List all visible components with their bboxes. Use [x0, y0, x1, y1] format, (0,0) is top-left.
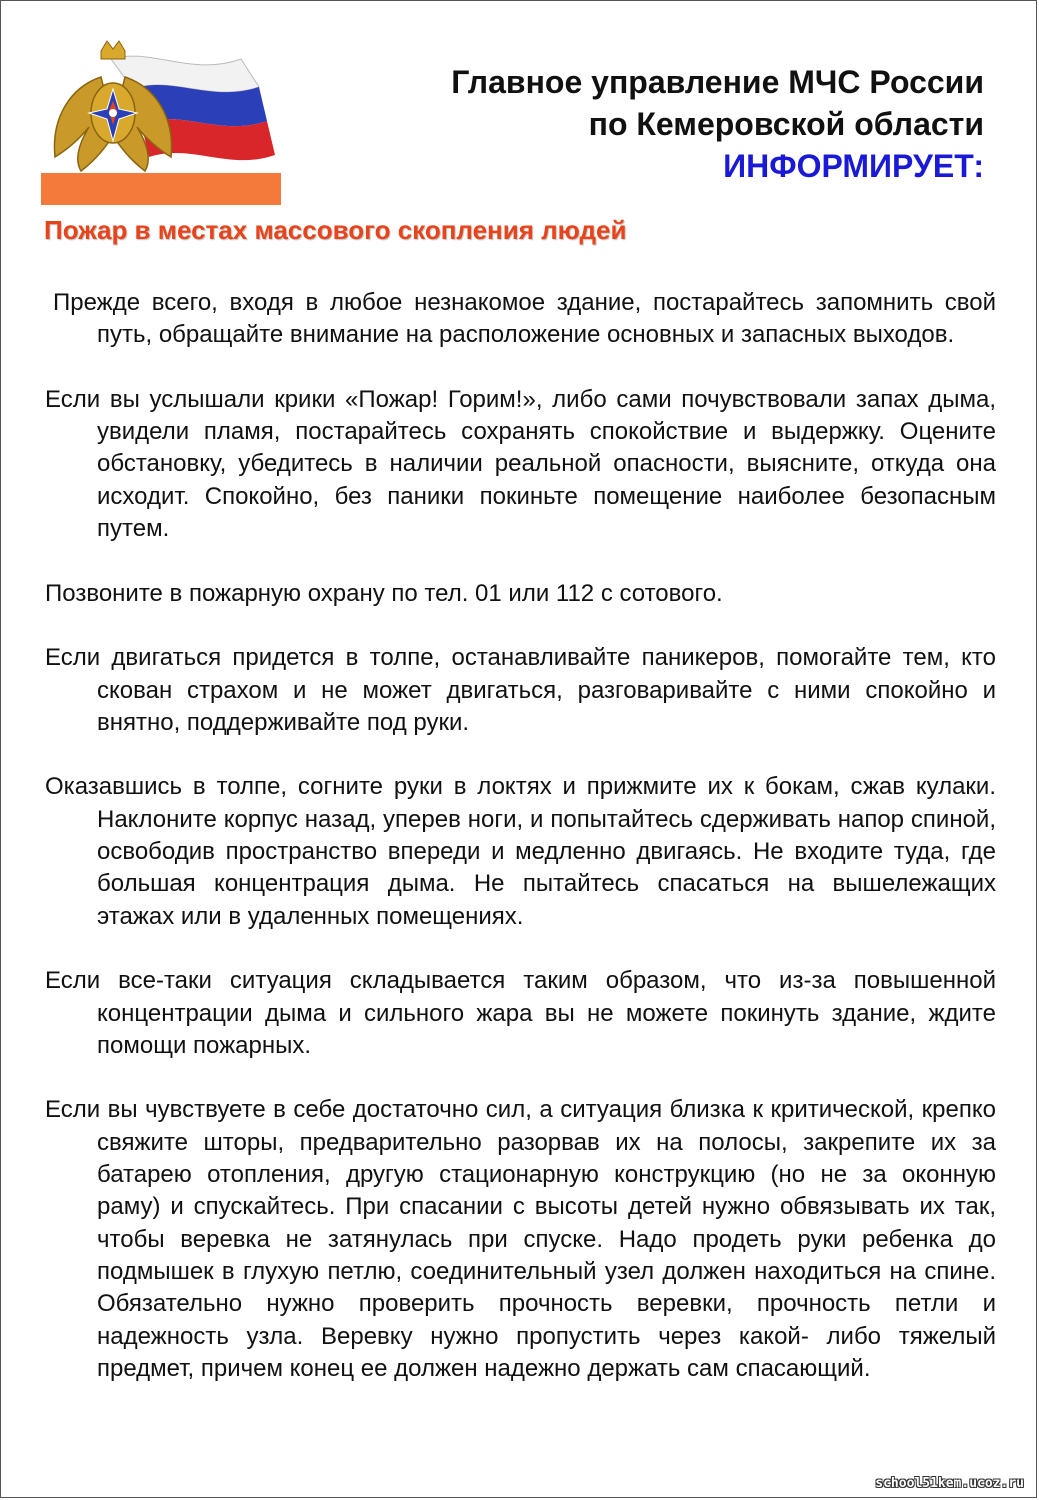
header-line-1: Главное управление МЧС России [451, 64, 984, 100]
emercom-logo-icon [41, 37, 281, 207]
page-title: Пожар в местах массового скопления людей [44, 215, 627, 245]
paragraph: Прежде всего, входя в любое незнакомое здание, постарайтесь запомнить свой путь, обращайте внимание на расположение основных и запасных выходов. [53, 289, 996, 349]
header-informs: ИНФОРМИРУЕТ: [723, 148, 984, 184]
paragraph: Если вы услышали крики «Пожар! Горим!», либо сами почувствовали запах дыма, увидели пламя, постарайтесь сохранять спокойствие и выдержку. Оцените обстановку, убедитесь в наличии реальной опасности, выясните, откуда она исходит. Спокойно, без паники покиньте помещение наиболее безопасным путем. [45, 385, 996, 543]
header-line-2: по Кемеровской области [588, 106, 984, 142]
paragraph: Позвоните в пожарную охрану по тел. 01 или 112 с сотового. [45, 579, 723, 607]
paragraph: Если вы чувствуете в себе достаточно сил, а ситуация близка к критической, крепко свяжите шторы, предварительно разорвав их на полосы, закрепите их за батарею отопления, другую стационарную конструкцию (но не за оконную раму) и спускайтесь. При спасании с высоты детей нужно обвязывать их так, чтобы веревка не затянулась при спуске. Надо продеть руки ребенка до подмышек в глухую петлю, соединительный узел должен находиться на спине. Обязательно нужно проверить прочность веревки, прочность петли и надежность узла. Веревку нужно пропустить через какой- либо тяжелый предмет, причем конец ее должен надежно держать сам спасающий. [45, 1096, 996, 1382]
paragraph: Если двигаться придется в толпе, останавливайте паникеров, помогайте тем, кто скован страхом и не может двигаться, разговаривайте с ними спокойно и внятно, поддерживайте под руки. [45, 644, 996, 736]
watermark: school51kem.ucoz.ru [875, 1476, 1024, 1491]
header [451, 61, 984, 187]
paragraph: Оказавшись в толпе, согните руки в локтях и прижмите их к бокам, сжав кулаки. Наклоните корпус назад, уперев ноги, и попытайтесь сдерживать напор спиной, освободив пространство впереди и медленно двигаясь. Не входите туда, где большая концентрация дыма. Не пытайтесь спасаться на вышележащих этажах или в удаленных помещениях. [45, 773, 996, 930]
body-text [45, 287, 996, 1417]
paragraph: Если все-таки ситуация складывается таким образом, что из-за повышенной концентрации дыма и сильного жара вы не можете покинуть здание, ждите помощи пожарных. [45, 967, 996, 1059]
